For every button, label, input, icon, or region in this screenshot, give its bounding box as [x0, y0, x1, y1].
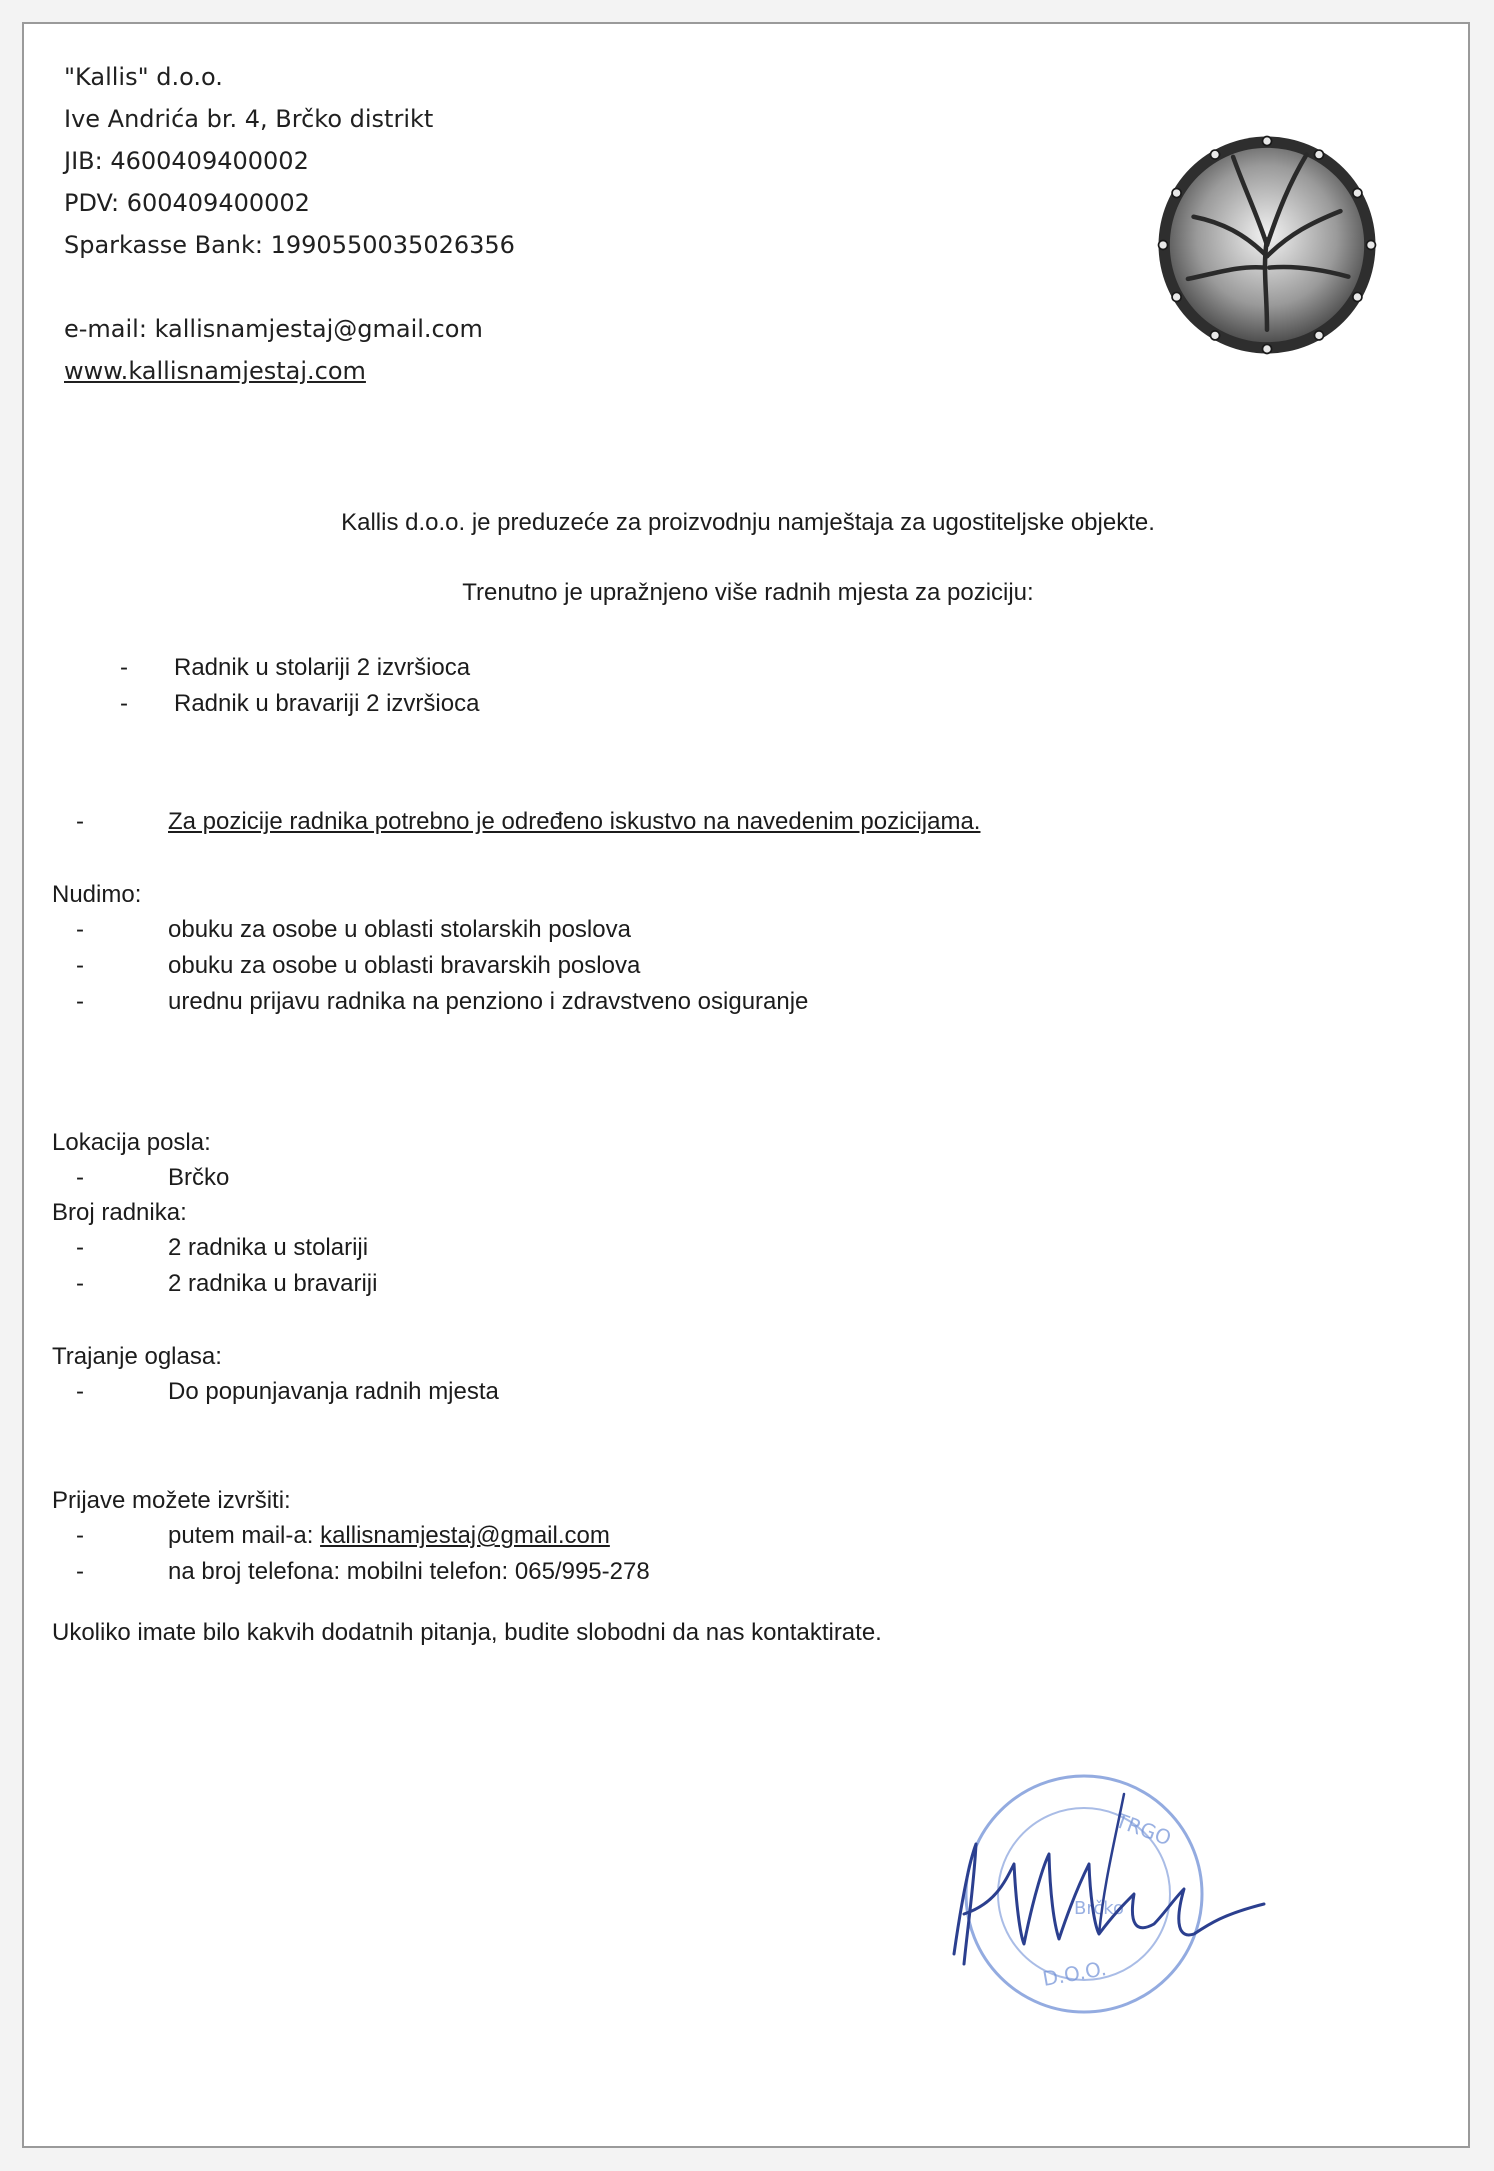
requirement-text: Za pozicije radnika potrebno je određeno iskustvo na navedenim pozicijama.: [168, 808, 981, 835]
apply-phone: na broj telefona: mobilni telefon: 065/995-278: [168, 1558, 650, 1585]
document-page: [22, 22, 1470, 2148]
company-bank: Sparkasse Bank: 1990550035026356: [64, 231, 515, 259]
stamp-and-signature: [924, 1764, 1304, 2024]
list-item: - Radnik u bravariji 2 izvršioca: [120, 690, 480, 717]
offer-list: [76, 912, 808, 1020]
workers-list: [76, 1230, 377, 1302]
svg-text:TRGO: TRGO: [1112, 1808, 1175, 1851]
intro-line-1: Kallis d.o.o. je preduzeće za proizvodnju namještaja za ugostiteljske objekte.: [341, 509, 1155, 536]
company-header: [64, 56, 515, 392]
list-item: - urednu prijavu radnika na penziono i zdravstveno osiguranje: [76, 988, 809, 1015]
apply-heading: Prijave možete izvršiti:: [52, 1487, 291, 1514]
list-item: - 2 radnika u bravariji: [76, 1270, 378, 1297]
company-email: e-mail: kallisnamjestaj@gmail.com: [64, 315, 483, 343]
workers-heading: Broj radnika:: [52, 1199, 187, 1226]
svg-text:Brčko: Brčko: [1074, 1898, 1125, 1919]
company-stamp: [966, 1776, 1202, 2012]
list-item: - 2 radnika u stolariji: [76, 1234, 369, 1261]
closing-text: Ukoliko imate bilo kakvih dodatnih pitanja, budite slobodni da nas kontaktirate.: [52, 1619, 882, 1646]
duration-list: [76, 1374, 499, 1410]
list-item: - na broj telefona: mobilni telefon: 065/995-278: [76, 1558, 650, 1585]
location-heading: Lokacija posla:: [52, 1129, 211, 1156]
list-item: - obuku za osobe u oblasti stolarskih poslova: [76, 916, 631, 943]
apply-list: [76, 1518, 650, 1590]
offer-heading: Nudimo:: [52, 881, 142, 908]
location-list: [76, 1160, 229, 1196]
list-item: - Do popunjavanja radnih mjesta: [76, 1378, 499, 1405]
company-website-link[interactable]: www.kallisnamjestaj.com: [64, 357, 366, 385]
tree-logo-icon: [1154, 132, 1380, 358]
requirement-list: [76, 804, 980, 840]
list-item: - Radnik u stolariji 2 izvršioca: [120, 654, 471, 681]
list-item: - Za pozicije radnika potrebno je određeno iskustvo na navedenim pozicijama.: [76, 808, 981, 835]
duration-heading: Trajanje oglasa:: [52, 1343, 222, 1370]
intro-line-2: Trenutno je upražnjeno više radnih mjesta za poziciju:: [462, 579, 1034, 606]
svg-text:D.O.O.: D.O.O.: [1040, 1956, 1109, 1991]
list-item: - Brčko: [76, 1164, 230, 1191]
company-address: Ive Andrića br. 4, Brčko distrikt: [64, 105, 434, 133]
company-jib: JIB: 4600409400002: [64, 147, 309, 175]
apply-email-link[interactable]: kallisnamjestaj@gmail.com: [320, 1522, 610, 1549]
company-name: "Kallis" d.o.o.: [64, 63, 223, 91]
list-item: - putem mail-a: kallisnamjestaj@gmail.com: [76, 1522, 610, 1549]
positions-list: [120, 650, 479, 722]
company-pdv: PDV: 600409400002: [64, 189, 310, 217]
list-item: - obuku za osobe u oblasti bravarskih poslova: [76, 952, 641, 979]
